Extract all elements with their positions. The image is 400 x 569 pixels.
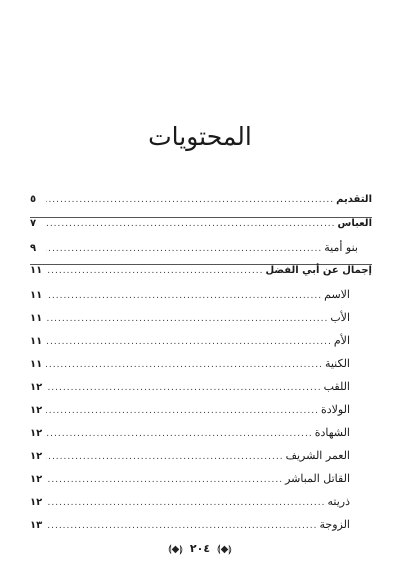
toc-row-descendants[interactable] — [30, 495, 372, 518]
toc-row-direct-killer[interactable] — [30, 472, 372, 495]
toc-page-number: ٥ — [30, 194, 37, 205]
toc-label: العمر الشريف — [285, 449, 350, 462]
toc-leader-dots — [46, 266, 263, 276]
toc-row-al-abbas[interactable] — [30, 218, 372, 241]
toc-row-mother[interactable] — [30, 334, 372, 357]
toc-row-introduction[interactable] — [30, 194, 372, 217]
toc-label: إجمال عن أبي الفضل — [265, 265, 372, 276]
toc-label: الأب — [330, 311, 350, 324]
toc-label: الشهادة — [314, 426, 350, 439]
toc-row-birth[interactable] — [30, 403, 372, 426]
toc-row-name[interactable] — [30, 288, 372, 311]
page-number: ٢٠٤ — [189, 542, 211, 555]
toc-row-wife[interactable] — [30, 518, 372, 541]
toc-label: الولادة — [320, 403, 350, 416]
toc-row-kunya[interactable] — [30, 357, 372, 380]
toc-label: الاسم — [324, 288, 350, 301]
toc-row-title-laqab[interactable] — [30, 380, 372, 403]
toc-page-number: ١١ — [30, 336, 43, 347]
toc-leader-dots — [46, 314, 328, 324]
page-footer — [0, 542, 400, 555]
toc-page-number: ١١ — [30, 313, 43, 324]
toc-leader-dots — [46, 291, 322, 301]
toc-page-number: ١١ — [30, 359, 43, 370]
toc-label: التقديم — [336, 194, 372, 205]
toc-row-banu-umayya[interactable] — [30, 241, 372, 264]
toc-label: اللقب — [323, 380, 350, 393]
toc-row-father[interactable] — [30, 311, 372, 334]
toc-page-number: ١٢ — [30, 405, 43, 416]
toc-page-number: ٧ — [30, 218, 37, 229]
ornament-left-icon: ⟬◆⟭ — [167, 544, 184, 555]
toc-page-number: ١٢ — [30, 451, 43, 462]
toc-page-number: ١١ — [30, 290, 43, 301]
toc-page-number: ١٢ — [30, 382, 43, 393]
table-of-contents — [30, 194, 372, 541]
toc-leader-dots — [46, 337, 332, 347]
toc-label: العباس — [337, 218, 372, 229]
toc-leader-dots — [46, 244, 322, 254]
toc-label: القاتل المباشر — [285, 472, 350, 485]
toc-leader-dots — [46, 521, 318, 531]
toc-leader-dots — [46, 498, 326, 508]
toc-row-summary-abu-al-fadl[interactable] — [30, 265, 372, 288]
toc-page-number: ١٢ — [30, 428, 43, 439]
toc-page-number: ١٢ — [30, 497, 43, 508]
toc-leader-dots — [46, 406, 319, 416]
toc-page-number: ١٢ — [30, 474, 43, 485]
toc-row-noble-age[interactable] — [30, 449, 372, 472]
toc-leader-dots — [46, 429, 313, 439]
toc-leader-dots — [46, 383, 322, 393]
toc-row-martyrdom[interactable] — [30, 426, 372, 449]
page-title: المحتويات — [148, 122, 252, 151]
toc-page-number: ١١ — [30, 265, 43, 276]
toc-page-number: ٩ — [30, 243, 37, 254]
toc-page-number: ١٣ — [30, 520, 43, 531]
toc-label: الأم — [333, 334, 350, 347]
toc-label: الكنية — [324, 357, 350, 370]
ornament-right-icon: ⟬◆⟭ — [216, 544, 233, 555]
toc-leader-dots — [46, 452, 284, 462]
toc-label: الزوجة — [319, 518, 350, 531]
toc-leader-dots — [46, 195, 334, 205]
toc-leader-dots — [46, 360, 323, 370]
toc-label: بنو أمية — [324, 241, 358, 254]
toc-leader-dots — [46, 475, 283, 485]
toc-leader-dots — [46, 219, 336, 229]
toc-label: ذريته — [327, 495, 350, 508]
